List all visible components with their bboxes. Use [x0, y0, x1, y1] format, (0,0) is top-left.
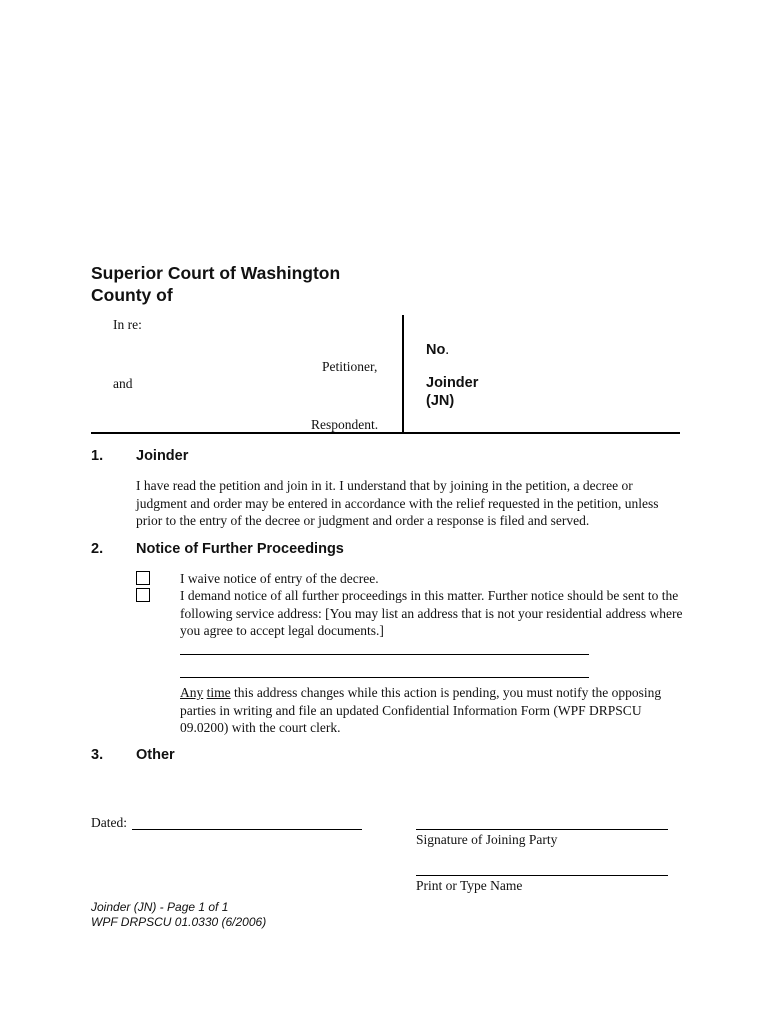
address-change-note: [180, 684, 686, 737]
caption-horizontal-divider: [91, 432, 680, 434]
section-2-number: 2.: [91, 541, 104, 557]
caption-vertical-divider: [402, 315, 404, 433]
note-any: Any: [180, 685, 204, 700]
print-name-line[interactable]: [416, 875, 668, 876]
section-3-title: Other: [136, 747, 175, 763]
petitioner-label: Petitioner,: [322, 359, 378, 374]
section-3-number: 3.: [91, 747, 104, 763]
case-number-text: No: [426, 342, 446, 358]
document-title: [426, 374, 478, 410]
note-rest: this address changes while this action is pending, you must notify the opposing parties in writing and file an updated Confidential Information Form (WPF DRPSCU 09.0200) with the court clerk.: [180, 685, 662, 735]
service-address-line-1[interactable]: [180, 654, 589, 655]
respondent-label: Respondent.: [311, 417, 379, 432]
footer-form-id: WPF DRPSCU 01.0330 (6/2006): [91, 915, 267, 929]
service-address-line-2[interactable]: [180, 677, 589, 678]
waive-notice-text: I waive notice of entry of the decree.: [180, 571, 379, 586]
waive-notice-checkbox[interactable]: [136, 571, 150, 585]
note-time: time: [206, 685, 231, 700]
document-title-line1: Joinder: [426, 375, 479, 391]
in-re-label: In re:: [113, 317, 142, 332]
dated-field[interactable]: [132, 829, 362, 830]
print-name-label: Print or Type Name: [416, 878, 523, 893]
case-number-period: .: [445, 342, 449, 358]
court-name: Superior Court of Washington: [91, 263, 341, 283]
page-footer: [91, 900, 266, 930]
footer-page-info: Joinder (JN) - Page 1 of 1: [91, 900, 229, 914]
section-2-title: Notice of Further Proceedings: [136, 541, 344, 557]
demand-notice-text: I demand notice of all further proceedings in this matter. Further notice should be sent to the following service address: [You may list an address that is not your residential address where you agree to accept legal documents.]: [180, 588, 683, 638]
signature-line[interactable]: [416, 829, 668, 830]
document-title-line2: (JN): [426, 393, 455, 409]
dated-label: Dated:: [91, 815, 127, 830]
county-label: County of: [91, 285, 173, 305]
court-heading: [91, 262, 340, 306]
case-number-label: [426, 342, 449, 359]
section-1-title: Joinder: [136, 448, 189, 464]
signature-label: Signature of Joining Party: [416, 832, 558, 847]
and-label: and: [113, 376, 133, 391]
section-1-text: I have read the petition and join in it. I understand that by joining in the petition, a decree or judgment and order may be entered in accordance with the relief requested in the petition, unless prior to the entry of the decree or judgment and order a response is filed and served.: [136, 478, 659, 528]
demand-notice-checkbox[interactable]: [136, 588, 150, 602]
section-1-number: 1.: [91, 448, 104, 464]
